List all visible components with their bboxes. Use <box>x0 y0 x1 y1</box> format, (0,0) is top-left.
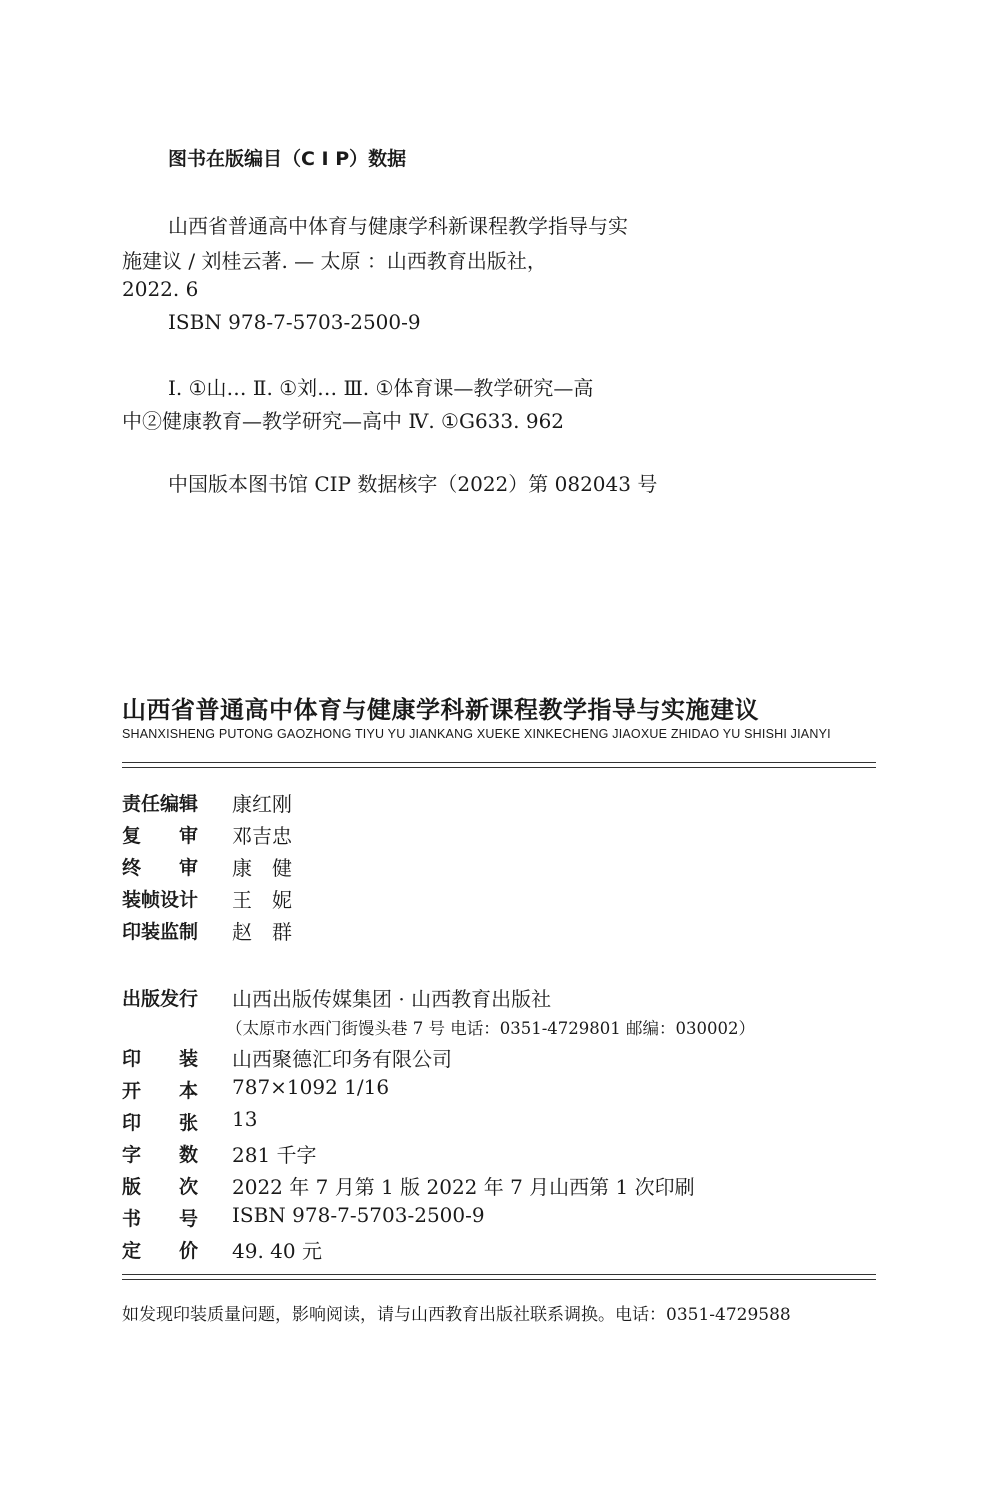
bottom-double-rule <box>122 1274 876 1280</box>
spec-value: 49. 40 元 <box>232 1239 322 1263</box>
spec-label: 开 本 <box>122 1080 199 1102</box>
cip-entry-line-1: 山西省普通高中体育与健康学科新课程教学指导与实 <box>168 214 628 238</box>
staff-label: 印装监制 <box>122 921 199 943</box>
staff-label: 复 审 <box>122 825 199 847</box>
cip-heading: 图书在版编目（C I P）数据 <box>168 148 407 170</box>
staff-value: 康红刚 <box>232 792 292 816</box>
staff-label: 终 审 <box>122 857 199 879</box>
publisher-name: 山西出版传媒集团 · 山西教育出版社 <box>232 987 552 1011</box>
top-double-rule <box>122 762 876 768</box>
publisher-address: （太原市水西门街馒头巷 7 号 电话：0351-4729801 邮编：030002） <box>226 1019 756 1038</box>
publisher-label: 出版发行 <box>122 988 199 1010</box>
cip-entry-line-3: 2022. 6 <box>122 277 199 301</box>
staff-label: 装帧设计 <box>122 889 199 911</box>
cip-subject-line-2: 中②健康教育—教学研究—高中 Ⅳ. ①G633. 962 <box>122 409 565 433</box>
staff-value: 王 妮 <box>232 888 292 912</box>
cip-record-number: 中国版本图书馆 CIP 数据核字（2022）第 082043 号 <box>168 472 658 496</box>
spec-label: 书 号 <box>122 1208 199 1230</box>
spec-label: 印 装 <box>122 1048 199 1070</box>
book-title-pinyin: SHANXISHENG PUTONG GAOZHONG TIYU YU JIANKANG XUEKE XINKECHENG JIAOXUE ZHIDAO YU SHISHI JIANYI <box>122 727 831 741</box>
book-title: 山西省普通高中体育与健康学科新课程教学指导与实施建议 <box>122 696 759 724</box>
spec-label: 定 价 <box>122 1240 199 1262</box>
spec-label: 字 数 <box>122 1144 199 1166</box>
staff-value: 康 健 <box>232 856 292 880</box>
cip-subject-line-1: Ⅰ. ①山… Ⅱ. ①刘… Ⅲ. ①体育课—教学研究—高 <box>168 376 594 400</box>
spec-value: ISBN 978-7-5703-2500-9 <box>232 1203 485 1227</box>
spec-value: 13 <box>232 1107 258 1131</box>
spec-value: 山西聚德汇印务有限公司 <box>232 1047 452 1071</box>
spec-value: 787×1092 1/16 <box>232 1075 390 1099</box>
staff-value: 赵 群 <box>232 920 292 944</box>
cip-entry-line-2: 施建议 / 刘桂云著. — 太原 ：山西教育出版社， <box>122 249 547 273</box>
cip-isbn: ISBN 978-7-5703-2500-9 <box>168 310 421 334</box>
footer-note: 如发现印装质量问题，影响阅读，请与山西教育出版社联系调换。电话：0351-4729588 <box>122 1305 791 1325</box>
staff-value: 邓吉忠 <box>232 824 292 848</box>
spec-label: 版 次 <box>122 1176 199 1198</box>
spec-value: 2022 年 7 月第 1 版 2022 年 7 月山西第 1 次印刷 <box>232 1175 695 1199</box>
spec-value: 281 千字 <box>232 1143 317 1167</box>
staff-label: 责任编辑 <box>122 793 199 815</box>
spec-label: 印 张 <box>122 1112 199 1134</box>
